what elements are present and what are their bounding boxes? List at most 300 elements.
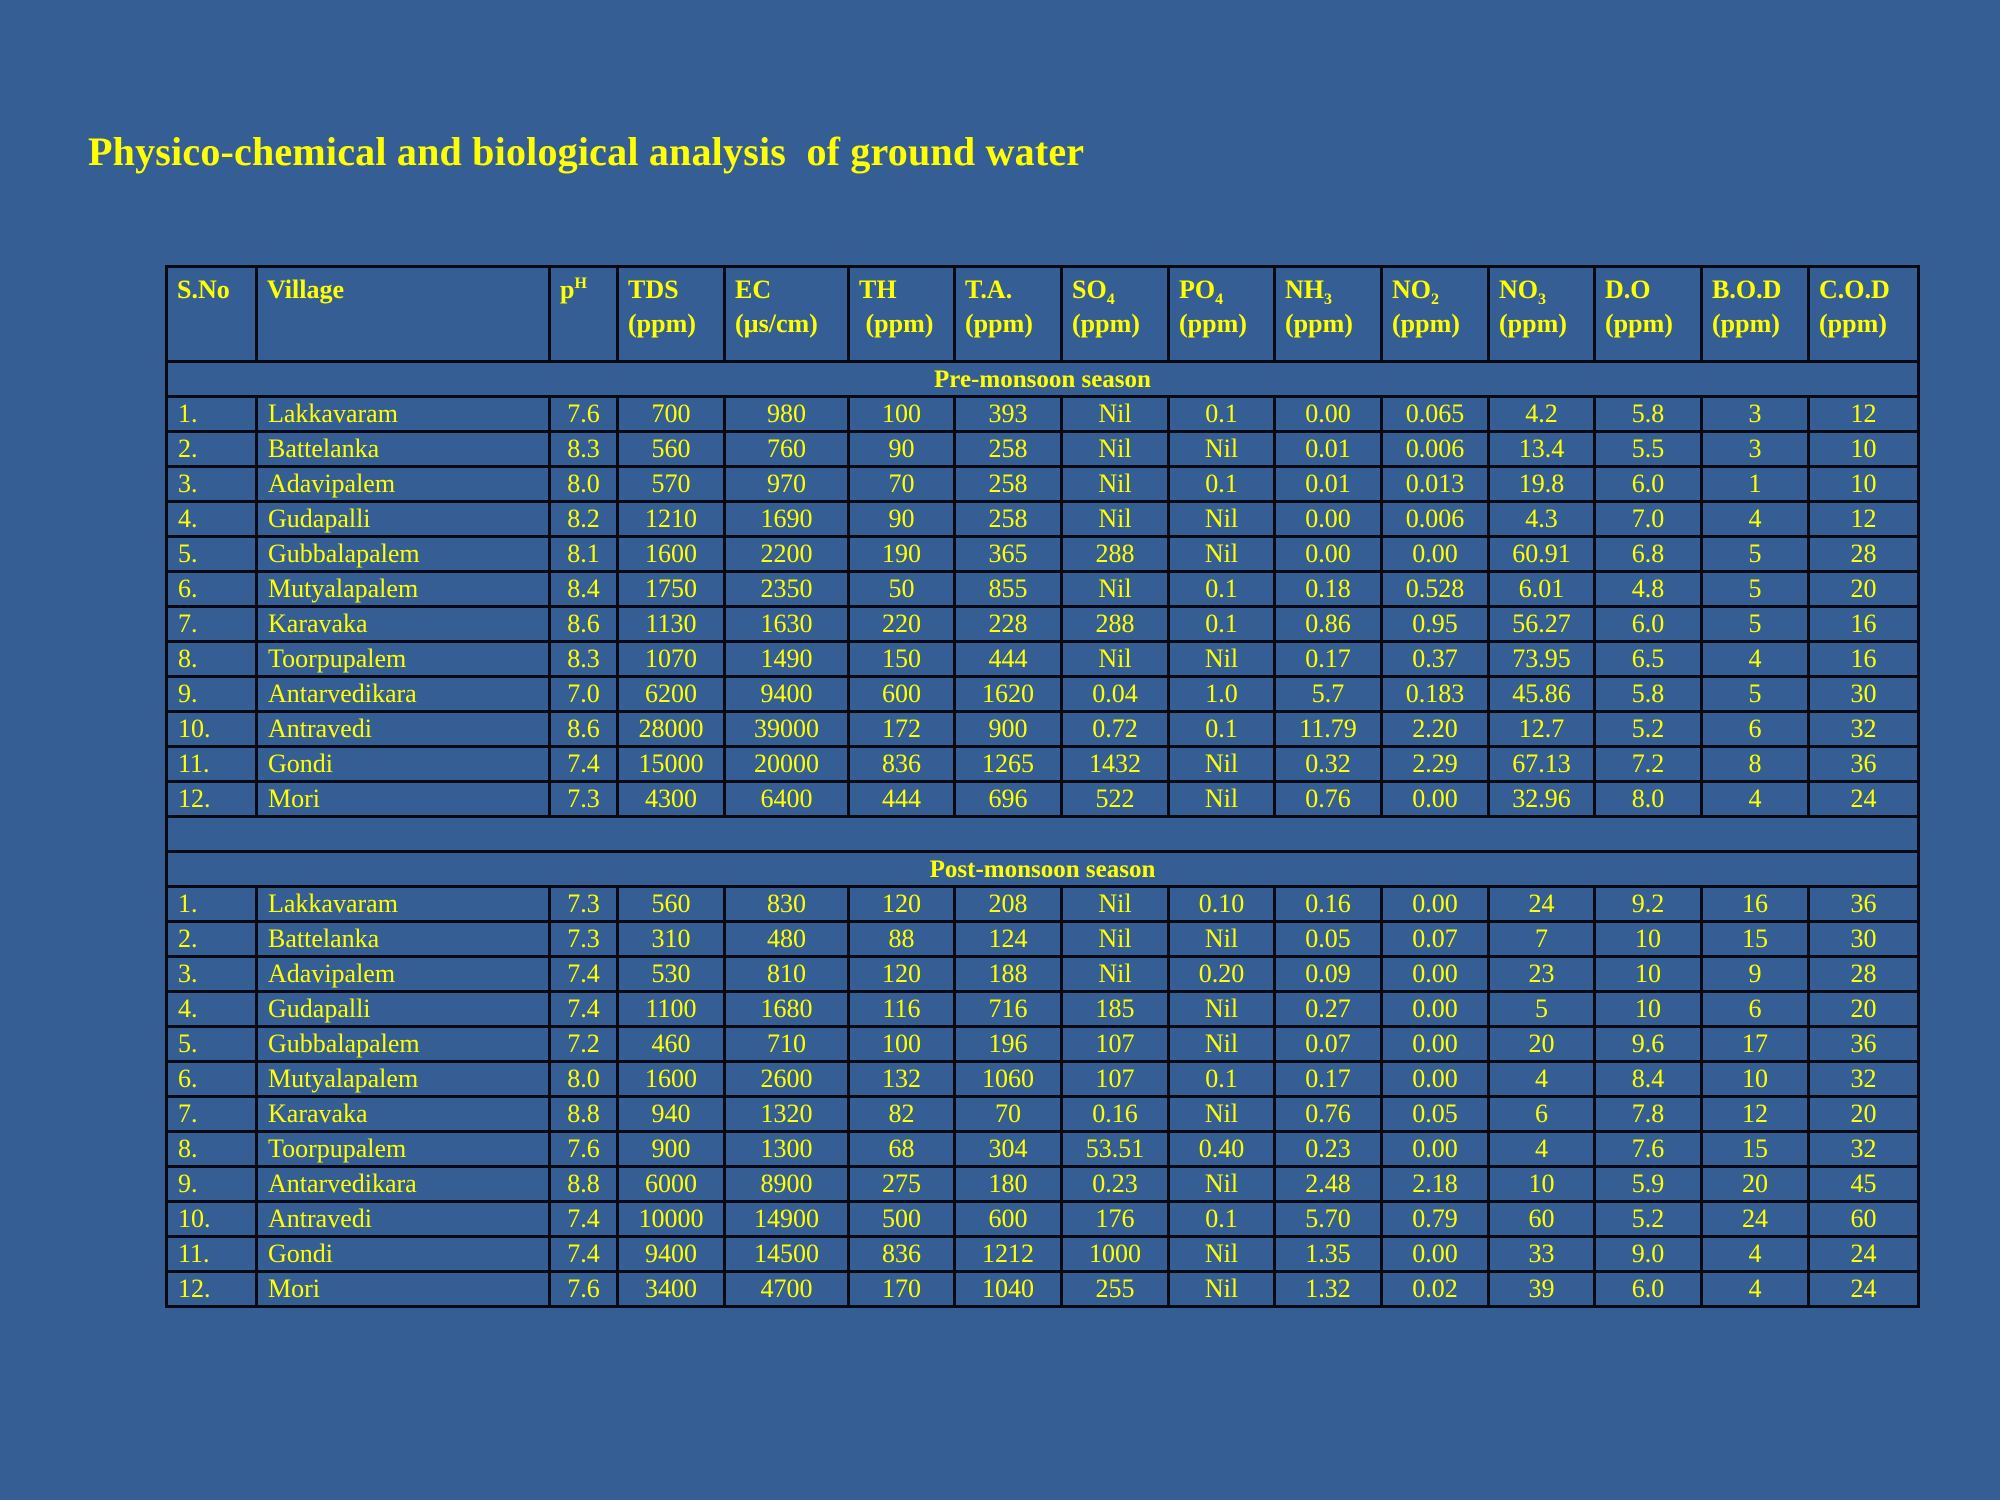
- value-cell: 2600: [725, 1062, 849, 1097]
- serial-number-cell: 9.: [167, 1167, 257, 1202]
- table-row: [167, 467, 1919, 502]
- value-cell: 6: [1702, 992, 1809, 1027]
- value-cell: 0.05: [1382, 1097, 1489, 1132]
- column-header-name: [1285, 273, 1376, 307]
- value-cell: 1432: [1062, 747, 1169, 782]
- column-header-unit: (ppm): [1605, 309, 1673, 338]
- table-row: [167, 537, 1919, 572]
- value-cell: 82: [849, 1097, 955, 1132]
- table-row: [167, 1202, 1919, 1237]
- serial-number-cell: 8.: [167, 642, 257, 677]
- serial-number-cell: 6.: [167, 572, 257, 607]
- value-cell: 196: [955, 1027, 1062, 1062]
- value-cell: 8.0: [550, 467, 618, 502]
- value-cell: 0.00: [1382, 992, 1489, 1027]
- village-name-cell: Gubbalapalem: [257, 1027, 550, 1062]
- table-row: [167, 1272, 1919, 1307]
- value-cell: 0.40: [1169, 1132, 1275, 1167]
- value-cell: 600: [849, 677, 955, 712]
- value-cell: 23: [1489, 957, 1595, 992]
- column-header-label: TH: [859, 275, 897, 304]
- column-header-unit: (ppm): [1499, 309, 1567, 338]
- village-name-cell: Gondi: [257, 1237, 550, 1272]
- season-heading-row: [167, 362, 1919, 397]
- value-cell: 185: [1062, 992, 1169, 1027]
- value-cell: 3400: [618, 1272, 725, 1307]
- serial-number-cell: 3.: [167, 467, 257, 502]
- value-cell: 2.18: [1382, 1167, 1489, 1202]
- village-name-cell: Toorpupalem: [257, 1132, 550, 1167]
- column-header-unit: (ppm): [965, 309, 1033, 338]
- page-title: Physico-chemical and biological analysis of ground water: [88, 129, 1085, 174]
- value-cell: 7.4: [550, 957, 618, 992]
- value-cell: 5.7: [1275, 677, 1382, 712]
- value-cell: 1300: [725, 1132, 849, 1167]
- column-header-label: NO: [1392, 275, 1431, 304]
- value-cell: 900: [955, 712, 1062, 747]
- table-row: [167, 1097, 1919, 1132]
- value-cell: 0.1: [1169, 712, 1275, 747]
- value-cell: 500: [849, 1202, 955, 1237]
- value-cell: 7.4: [550, 1237, 618, 1272]
- value-cell: 15: [1702, 922, 1809, 957]
- value-cell: 107: [1062, 1062, 1169, 1097]
- value-cell: 36: [1809, 747, 1919, 782]
- table-body: [167, 362, 1919, 1307]
- value-cell: 32: [1809, 1062, 1919, 1097]
- value-cell: 24: [1809, 782, 1919, 817]
- value-cell: 444: [955, 642, 1062, 677]
- value-cell: 0.02: [1382, 1272, 1489, 1307]
- column-header: [1382, 267, 1489, 362]
- table-row: [167, 1132, 1919, 1167]
- value-cell: Nil: [1062, 642, 1169, 677]
- village-name-cell: Gudapalli: [257, 992, 550, 1027]
- value-cell: 32: [1809, 712, 1919, 747]
- value-cell: 275: [849, 1167, 955, 1202]
- value-cell: 5: [1702, 607, 1809, 642]
- value-cell: 0.065: [1382, 397, 1489, 432]
- value-cell: 10: [1702, 1062, 1809, 1097]
- value-cell: 6.0: [1595, 467, 1702, 502]
- column-header: [1275, 267, 1382, 362]
- column-header-unit: (ppm): [628, 309, 696, 338]
- column-header-name: [1072, 273, 1163, 307]
- village-name-cell: Mori: [257, 1272, 550, 1307]
- column-header-subscript: 4: [1215, 291, 1224, 308]
- value-cell: 0.05: [1275, 922, 1382, 957]
- value-cell: 228: [955, 607, 1062, 642]
- value-cell: 32.96: [1489, 782, 1595, 817]
- value-cell: Nil: [1062, 957, 1169, 992]
- value-cell: Nil: [1169, 992, 1275, 1027]
- value-cell: 900: [618, 1132, 725, 1167]
- value-cell: 73.95: [1489, 642, 1595, 677]
- value-cell: 4700: [725, 1272, 849, 1307]
- value-cell: 170: [849, 1272, 955, 1307]
- value-cell: 980: [725, 397, 849, 432]
- column-header-name: [1712, 273, 1803, 307]
- value-cell: 30: [1809, 677, 1919, 712]
- village-name-cell: Karavaka: [257, 1097, 550, 1132]
- column-header: [1595, 267, 1702, 362]
- value-cell: 7.3: [550, 887, 618, 922]
- water-analysis-table: [165, 265, 1920, 1308]
- column-header-label: p: [560, 275, 575, 304]
- value-cell: 0.00: [1382, 1062, 1489, 1097]
- value-cell: 3: [1702, 432, 1809, 467]
- value-cell: Nil: [1062, 572, 1169, 607]
- value-cell: 6.8: [1595, 537, 1702, 572]
- value-cell: 24: [1489, 887, 1595, 922]
- value-cell: 8.8: [550, 1097, 618, 1132]
- value-cell: 14900: [725, 1202, 849, 1237]
- value-cell: Nil: [1169, 1027, 1275, 1062]
- value-cell: 1.35: [1275, 1237, 1382, 1272]
- column-header-label: S.No: [177, 275, 230, 304]
- value-cell: 480: [725, 922, 849, 957]
- value-cell: 39: [1489, 1272, 1595, 1307]
- value-cell: 4.8: [1595, 572, 1702, 607]
- value-cell: 288: [1062, 537, 1169, 572]
- value-cell: 0.01: [1275, 467, 1382, 502]
- value-cell: 0.79: [1382, 1202, 1489, 1237]
- value-cell: 60: [1809, 1202, 1919, 1237]
- serial-number-cell: 3.: [167, 957, 257, 992]
- value-cell: 1680: [725, 992, 849, 1027]
- value-cell: Nil: [1062, 432, 1169, 467]
- value-cell: 3: [1702, 397, 1809, 432]
- value-cell: 7.0: [550, 677, 618, 712]
- value-cell: 6200: [618, 677, 725, 712]
- serial-number-cell: 10.: [167, 1202, 257, 1237]
- serial-number-cell: 4.: [167, 502, 257, 537]
- value-cell: 188: [955, 957, 1062, 992]
- value-cell: 10: [1809, 432, 1919, 467]
- value-cell: 4.2: [1489, 397, 1595, 432]
- value-cell: 0.07: [1382, 922, 1489, 957]
- column-header: [1062, 267, 1169, 362]
- value-cell: 5.2: [1595, 712, 1702, 747]
- value-cell: Nil: [1062, 887, 1169, 922]
- value-cell: 24: [1809, 1272, 1919, 1307]
- value-cell: 8.8: [550, 1167, 618, 1202]
- serial-number-cell: 5.: [167, 537, 257, 572]
- value-cell: 1000: [1062, 1237, 1169, 1272]
- table-row: [167, 432, 1919, 467]
- value-cell: 288: [1062, 607, 1169, 642]
- value-cell: 7.2: [1595, 747, 1702, 782]
- value-cell: 90: [849, 502, 955, 537]
- value-cell: 2.20: [1382, 712, 1489, 747]
- table-header: [167, 267, 1919, 362]
- column-header-unit: (ppm): [1819, 309, 1887, 338]
- table-row: [167, 1167, 1919, 1202]
- column-header-label: EC: [735, 275, 772, 304]
- value-cell: 39000: [725, 712, 849, 747]
- value-cell: 8900: [725, 1167, 849, 1202]
- value-cell: 120: [849, 957, 955, 992]
- value-cell: 0.1: [1169, 1202, 1275, 1237]
- value-cell: 310: [618, 922, 725, 957]
- value-cell: 7.6: [550, 397, 618, 432]
- value-cell: 45: [1809, 1167, 1919, 1202]
- value-cell: 6.01: [1489, 572, 1595, 607]
- value-cell: 12: [1809, 397, 1919, 432]
- value-cell: 4.3: [1489, 502, 1595, 537]
- value-cell: 365: [955, 537, 1062, 572]
- value-cell: 28000: [618, 712, 725, 747]
- value-cell: 20000: [725, 747, 849, 782]
- value-cell: 7.8: [1595, 1097, 1702, 1132]
- serial-number-cell: 6.: [167, 1062, 257, 1097]
- value-cell: 28: [1809, 957, 1919, 992]
- value-cell: 1070: [618, 642, 725, 677]
- serial-number-cell: 12.: [167, 782, 257, 817]
- value-cell: Nil: [1169, 642, 1275, 677]
- value-cell: 30: [1809, 922, 1919, 957]
- value-cell: 0.95: [1382, 607, 1489, 642]
- value-cell: 0.00: [1382, 887, 1489, 922]
- value-cell: 8.1: [550, 537, 618, 572]
- value-cell: 1600: [618, 537, 725, 572]
- table-row: [167, 992, 1919, 1027]
- value-cell: 20: [1489, 1027, 1595, 1062]
- column-header-label: NH: [1285, 275, 1324, 304]
- village-name-cell: Gubbalapalem: [257, 537, 550, 572]
- table-row: [167, 677, 1919, 712]
- value-cell: 12: [1809, 502, 1919, 537]
- value-cell: 16: [1702, 887, 1809, 922]
- value-cell: 19.8: [1489, 467, 1595, 502]
- value-cell: 53.51: [1062, 1132, 1169, 1167]
- value-cell: 9.6: [1595, 1027, 1702, 1062]
- value-cell: 12: [1702, 1097, 1809, 1132]
- column-header-name: [859, 273, 949, 307]
- value-cell: 32: [1809, 1132, 1919, 1167]
- value-cell: 8.2: [550, 502, 618, 537]
- value-cell: 0.72: [1062, 712, 1169, 747]
- value-cell: 0.17: [1275, 642, 1382, 677]
- column-header-name: [735, 273, 843, 307]
- value-cell: 1750: [618, 572, 725, 607]
- value-cell: 1265: [955, 747, 1062, 782]
- water-analysis-table-container: [165, 265, 1917, 1308]
- value-cell: 0.00: [1275, 397, 1382, 432]
- value-cell: 10: [1489, 1167, 1595, 1202]
- value-cell: 0.183: [1382, 677, 1489, 712]
- value-cell: 176: [1062, 1202, 1169, 1237]
- value-cell: Nil: [1169, 1167, 1275, 1202]
- value-cell: 70: [849, 467, 955, 502]
- value-cell: 0.04: [1062, 677, 1169, 712]
- value-cell: 7.4: [550, 992, 618, 1027]
- value-cell: 710: [725, 1027, 849, 1062]
- column-header-unit: (ppm): [1712, 309, 1780, 338]
- value-cell: 0.20: [1169, 957, 1275, 992]
- value-cell: 0.00: [1382, 537, 1489, 572]
- spacer-row: [167, 817, 1919, 852]
- column-header-label: Village: [267, 275, 345, 304]
- value-cell: 2350: [725, 572, 849, 607]
- value-cell: 6400: [725, 782, 849, 817]
- village-name-cell: Mutyalapalem: [257, 1062, 550, 1097]
- column-header-subscript: 3: [1324, 291, 1332, 308]
- serial-number-cell: 1.: [167, 887, 257, 922]
- value-cell: 696: [955, 782, 1062, 817]
- serial-number-cell: 11.: [167, 747, 257, 782]
- value-cell: 0.76: [1275, 1097, 1382, 1132]
- value-cell: 855: [955, 572, 1062, 607]
- value-cell: 6: [1702, 712, 1809, 747]
- value-cell: 1630: [725, 607, 849, 642]
- value-cell: 9.0: [1595, 1237, 1702, 1272]
- value-cell: 7.3: [550, 922, 618, 957]
- value-cell: 0.17: [1275, 1062, 1382, 1097]
- value-cell: 1210: [618, 502, 725, 537]
- value-cell: 15000: [618, 747, 725, 782]
- value-cell: 0.07: [1275, 1027, 1382, 1062]
- column-header-label: B.O.D: [1712, 275, 1782, 304]
- value-cell: 7.6: [550, 1272, 618, 1307]
- value-cell: 255: [1062, 1272, 1169, 1307]
- serial-number-cell: 1.: [167, 397, 257, 432]
- column-header-unit: (ppm): [1179, 309, 1247, 338]
- value-cell: Nil: [1062, 502, 1169, 537]
- value-cell: 2.48: [1275, 1167, 1382, 1202]
- column-header-unit: (µs/cm): [735, 309, 818, 338]
- value-cell: 1040: [955, 1272, 1062, 1307]
- value-cell: 180: [955, 1167, 1062, 1202]
- value-cell: 522: [1062, 782, 1169, 817]
- village-name-cell: Battelanka: [257, 432, 550, 467]
- village-name-cell: Battelanka: [257, 922, 550, 957]
- serial-number-cell: 4.: [167, 992, 257, 1027]
- column-header-label: D.O: [1605, 275, 1651, 304]
- value-cell: 304: [955, 1132, 1062, 1167]
- value-cell: 4: [1489, 1062, 1595, 1097]
- value-cell: 0.00: [1382, 782, 1489, 817]
- value-cell: 0.18: [1275, 572, 1382, 607]
- value-cell: 7: [1489, 922, 1595, 957]
- value-cell: 2.29: [1382, 747, 1489, 782]
- column-header-name: [560, 273, 612, 307]
- value-cell: 8.3: [550, 432, 618, 467]
- value-cell: 0.00: [1275, 502, 1382, 537]
- value-cell: 4: [1702, 502, 1809, 537]
- village-name-cell: Adavipalem: [257, 957, 550, 992]
- value-cell: 0.1: [1169, 607, 1275, 642]
- value-cell: 7.4: [550, 1202, 618, 1237]
- value-cell: 20: [1809, 992, 1919, 1027]
- column-header: [618, 267, 725, 362]
- column-header-label: NO: [1499, 275, 1538, 304]
- table-row: [167, 887, 1919, 922]
- spacer-cell: [167, 817, 1919, 852]
- value-cell: 940: [618, 1097, 725, 1132]
- village-name-cell: Lakkavaram: [257, 887, 550, 922]
- value-cell: 10000: [618, 1202, 725, 1237]
- value-cell: 6000: [618, 1167, 725, 1202]
- village-name-cell: Karavaka: [257, 607, 550, 642]
- value-cell: 70: [955, 1097, 1062, 1132]
- column-header-name: [177, 273, 251, 307]
- serial-number-cell: 2.: [167, 432, 257, 467]
- village-name-cell: Mori: [257, 782, 550, 817]
- value-cell: 1212: [955, 1237, 1062, 1272]
- table-row: [167, 747, 1919, 782]
- value-cell: 0.09: [1275, 957, 1382, 992]
- column-header-subscript: 4: [1106, 291, 1115, 308]
- value-cell: 67.13: [1489, 747, 1595, 782]
- value-cell: 0.1: [1169, 572, 1275, 607]
- value-cell: 10: [1809, 467, 1919, 502]
- value-cell: 36: [1809, 887, 1919, 922]
- column-header-name: [1179, 273, 1269, 307]
- value-cell: 1320: [725, 1097, 849, 1132]
- value-cell: 20: [1809, 572, 1919, 607]
- value-cell: Nil: [1169, 502, 1275, 537]
- value-cell: 20: [1702, 1167, 1809, 1202]
- table-row: [167, 782, 1919, 817]
- column-header-subscript: 2: [1431, 291, 1439, 308]
- value-cell: 6.5: [1595, 642, 1702, 677]
- value-cell: 8.4: [550, 572, 618, 607]
- table-row: [167, 922, 1919, 957]
- value-cell: 16: [1809, 607, 1919, 642]
- value-cell: 9400: [618, 1237, 725, 1272]
- value-cell: 7.6: [550, 1132, 618, 1167]
- value-cell: 8.3: [550, 642, 618, 677]
- value-cell: 24: [1809, 1237, 1919, 1272]
- value-cell: 0.23: [1062, 1167, 1169, 1202]
- value-cell: 4: [1702, 642, 1809, 677]
- value-cell: 460: [618, 1027, 725, 1062]
- value-cell: 190: [849, 537, 955, 572]
- value-cell: 4300: [618, 782, 725, 817]
- value-cell: 0.006: [1382, 502, 1489, 537]
- value-cell: 36: [1809, 1027, 1919, 1062]
- serial-number-cell: 7.: [167, 607, 257, 642]
- column-header-label: PO: [1179, 275, 1216, 304]
- column-header: [955, 267, 1062, 362]
- value-cell: 1060: [955, 1062, 1062, 1097]
- value-cell: 5: [1702, 572, 1809, 607]
- value-cell: 830: [725, 887, 849, 922]
- value-cell: 6.0: [1595, 1272, 1702, 1307]
- value-cell: 760: [725, 432, 849, 467]
- value-cell: Nil: [1169, 1272, 1275, 1307]
- value-cell: 5.70: [1275, 1202, 1382, 1237]
- value-cell: 0.1: [1169, 397, 1275, 432]
- column-header-label: T.A.: [965, 275, 1013, 304]
- value-cell: Nil: [1062, 397, 1169, 432]
- table-row: [167, 1062, 1919, 1097]
- village-name-cell: Toorpupalem: [257, 642, 550, 677]
- value-cell: 5.2: [1595, 1202, 1702, 1237]
- value-cell: 8: [1702, 747, 1809, 782]
- value-cell: 8.0: [550, 1062, 618, 1097]
- value-cell: Nil: [1169, 782, 1275, 817]
- value-cell: 28: [1809, 537, 1919, 572]
- value-cell: 14500: [725, 1237, 849, 1272]
- value-cell: 0.23: [1275, 1132, 1382, 1167]
- column-header-unit: (ppm): [1285, 309, 1353, 338]
- season-heading: Post-monsoon season: [167, 852, 1919, 887]
- value-cell: 116: [849, 992, 955, 1027]
- value-cell: 5.8: [1595, 677, 1702, 712]
- serial-number-cell: 8.: [167, 1132, 257, 1167]
